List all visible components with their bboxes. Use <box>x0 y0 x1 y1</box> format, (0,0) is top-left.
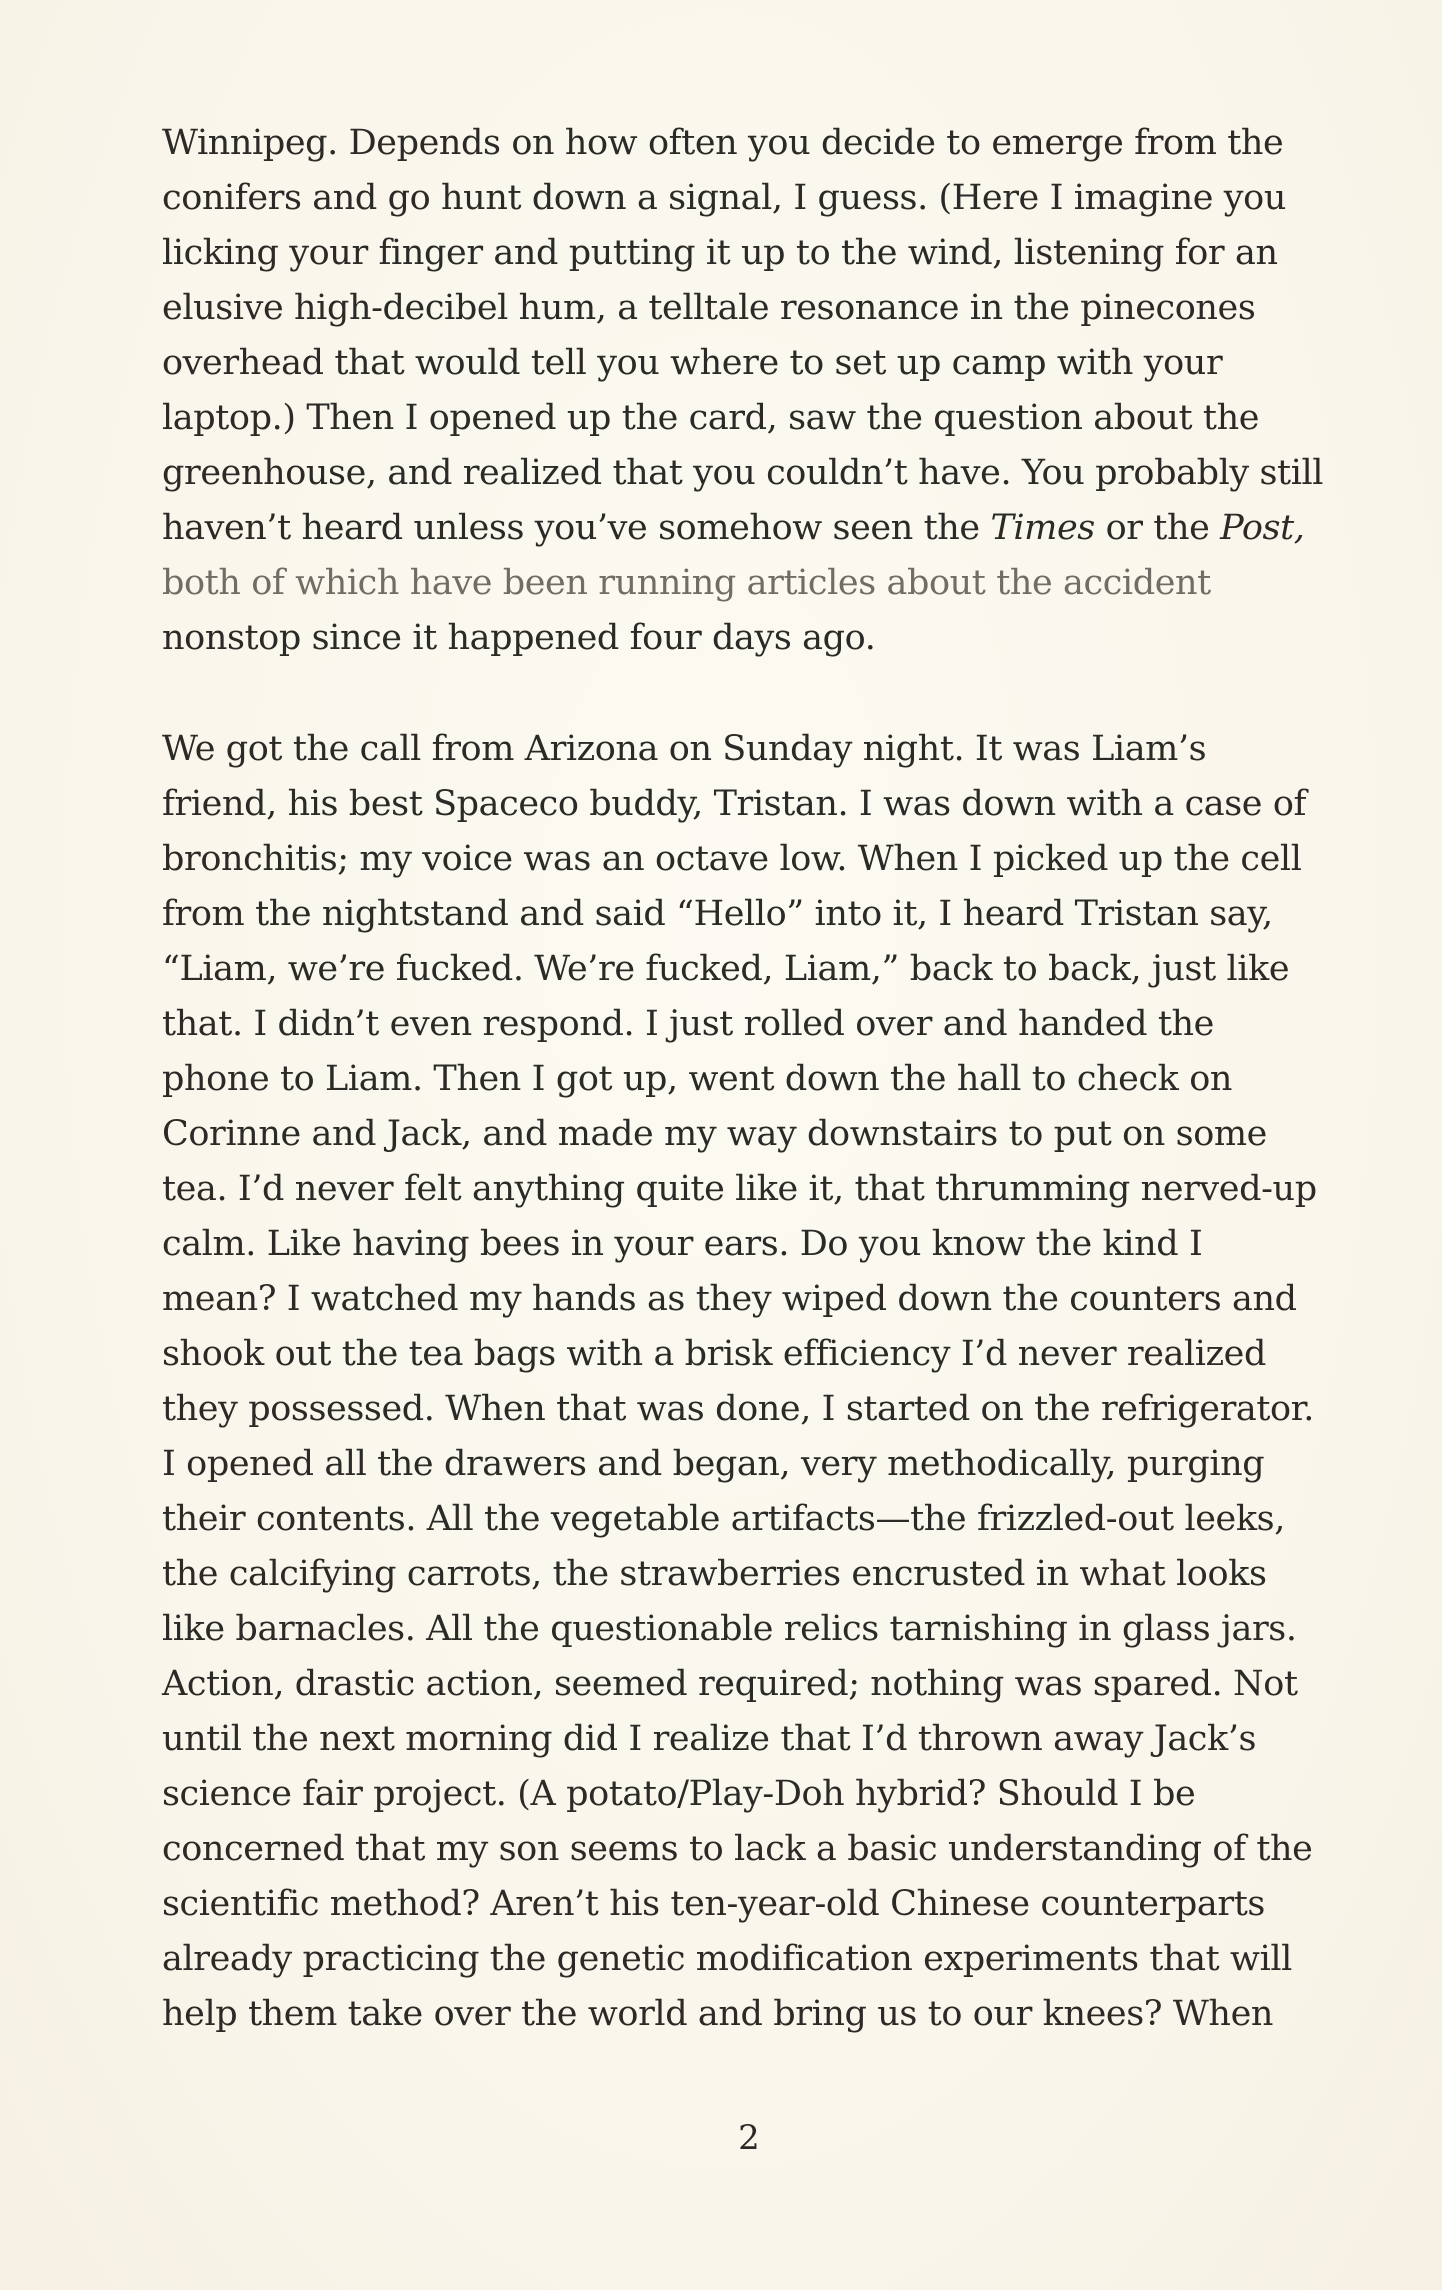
text-line: Corinne and Jack, and made my way downstairs to put on some <box>162 1114 1267 1154</box>
text-line: they possessed. When that was done, I started on the refrigerator. <box>162 1389 1314 1429</box>
text-line: concerned that my son seems to lack a basic understanding of the <box>162 1829 1313 1869</box>
text-line: bronchitis; my voice was an octave low. When I picked up the cell <box>162 839 1302 879</box>
text-line: help them take over the world and bring us to our knees? When <box>162 1994 1274 2034</box>
text-line: I opened all the drawers and began, very methodically, purging <box>162 1444 1265 1484</box>
italic-title-post: Post, <box>1220 508 1305 548</box>
text-line: their contents. All the vegetable artifacts—the frizzled-out leeks, <box>162 1499 1285 1539</box>
text-line: overhead that would tell you where to set up camp with your <box>162 343 1223 383</box>
text-line: like barnacles. All the questionable relics tarnishing in glass jars. <box>162 1609 1297 1649</box>
text-line: greenhouse, and realized that you couldn’t have. You probably still <box>162 453 1324 493</box>
text-line: the calcifying carrots, the strawberries encrusted in what looks <box>162 1554 1267 1594</box>
text-line: elusive high-decibel hum, a telltale resonance in the pinecones <box>162 288 1256 328</box>
text-line: licking your finger and putting it up to the wind, listening for an <box>162 233 1278 273</box>
text-line: shook out the tea bags with a brisk efficiency I’d never realized <box>162 1334 1266 1374</box>
text-line: nonstop since it happened four days ago. <box>162 618 876 658</box>
text-line: “Liam, we’re fucked. We’re fucked, Liam,” back to back, just like <box>162 949 1290 989</box>
text-line: laptop.) Then I opened up the card, saw the question about the <box>162 398 1260 438</box>
text-line: science fair project. (A potato/Play-Doh hybrid? Should I be <box>162 1774 1196 1814</box>
text-line: calm. Like having bees in your ears. Do you know the kind I <box>162 1224 1203 1264</box>
text-line: that. I didn’t even respond. I just rolled over and handed the <box>162 1004 1214 1044</box>
text-line: tea. I’d never felt anything quite like it, that thrumming nerved-up <box>162 1169 1317 1209</box>
text-line: scientific method? Aren’t his ten-year-old Chinese counterparts <box>162 1884 1265 1924</box>
text-line: We got the call from Arizona on Sunday night. It was Liam’s <box>162 729 1207 769</box>
text-line: Action, drastic action, seemed required; nothing was spared. Not <box>162 1664 1298 1704</box>
text-line: phone to Liam. Then I got up, went down the hall to check on <box>162 1059 1233 1099</box>
text-line: mean? I watched my hands as they wiped down the counters and <box>162 1279 1297 1319</box>
text-line: both of which have been running articles about the accident <box>162 563 1211 603</box>
text-line: already practicing the genetic modification experiments that will <box>162 1939 1292 1979</box>
text-line: friend, his best Spaceco buddy, Tristan. I was down with a case of <box>162 784 1307 824</box>
text-line: until the next morning did I realize that I’d thrown away Jack’s <box>162 1719 1257 1759</box>
page-number: 2 <box>738 2118 760 2158</box>
text-line: from the nightstand and said “Hello” into it, I heard Tristan say, <box>162 894 1273 934</box>
paragraph-1 <box>162 116 1362 666</box>
text-line: Winnipeg. Depends on how often you decide to emerge from the <box>162 123 1284 163</box>
text-line: conifers and go hunt down a signal, I guess. (Here I imagine you <box>162 178 1286 218</box>
text-line: haven’t heard unless you’ve somehow seen the Times or the Post, <box>162 508 1305 548</box>
italic-title-times: Times <box>990 508 1095 548</box>
paragraph-2 <box>162 722 1362 2042</box>
